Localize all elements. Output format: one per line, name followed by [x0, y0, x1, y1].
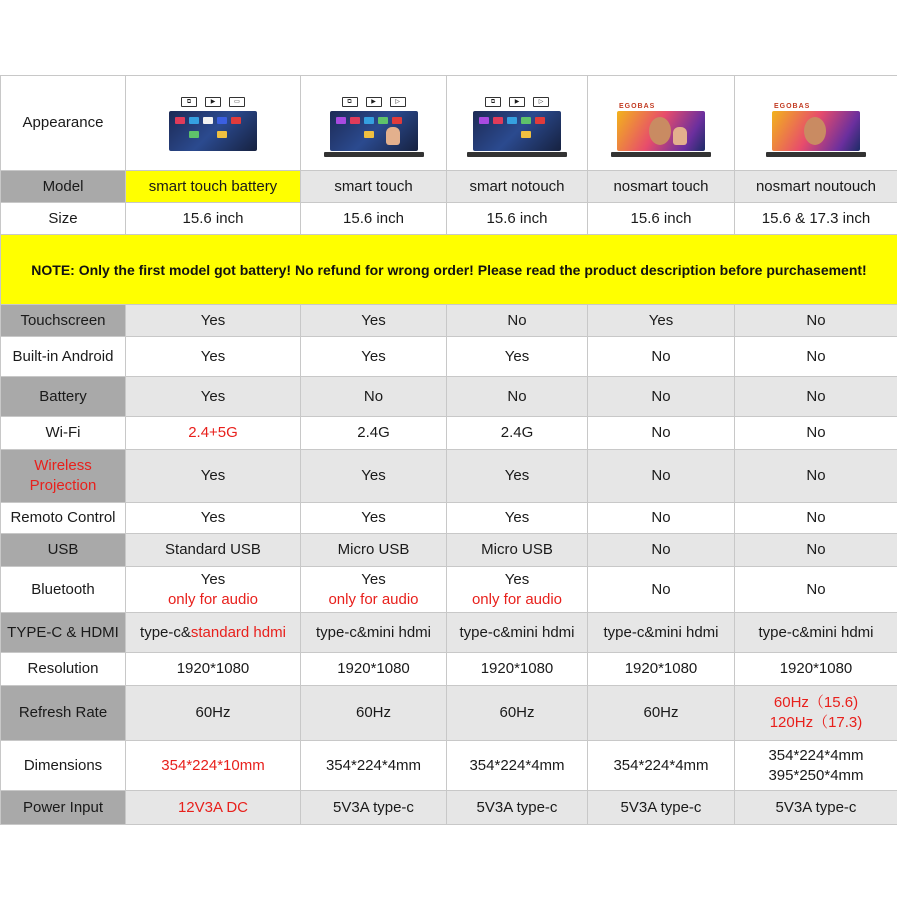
- typec-cell: type-c&mini hdmi: [735, 613, 897, 653]
- screen-image: [330, 111, 418, 151]
- dimensions-cell: 354*224*10mm: [126, 741, 301, 791]
- bluetooth-row: [1, 567, 897, 613]
- monitor-stand: [467, 152, 567, 157]
- refresh-cell: 60Hz: [588, 686, 735, 741]
- cast-icon: ⧉: [181, 97, 197, 107]
- refresh-line2: 120Hz（17.3): [769, 714, 863, 731]
- bluetooth-note: only for audio: [167, 590, 259, 608]
- typec-cell: type-c&mini hdmi: [447, 613, 588, 653]
- android-cell: Yes: [447, 337, 588, 377]
- screen-image: [772, 111, 860, 151]
- product-image-nosmart-noutouch: [766, 97, 866, 145]
- resolution-cell: 1920*1080: [126, 653, 301, 686]
- dimensions-cell: [735, 741, 897, 791]
- refresh-label: Refresh Rate: [1, 686, 126, 741]
- product-image-smart-touch: [324, 97, 424, 145]
- size-cell: 15.6 & 17.3 inch: [735, 203, 897, 235]
- android-row: [1, 337, 897, 377]
- android-cell: No: [588, 337, 735, 377]
- screen-image: [473, 111, 561, 151]
- wireless-cell: Yes: [126, 450, 301, 503]
- appearance-model-1: [126, 76, 301, 171]
- wireless-row: [1, 450, 897, 503]
- comparison-sheet: [0, 75, 897, 825]
- touchscreen-row: [1, 305, 897, 337]
- power-cell: 5V3A type-c: [447, 791, 588, 825]
- bluetooth-value: Yes: [200, 570, 226, 588]
- refresh-cell: 60Hz: [447, 686, 588, 741]
- wifi-label: Wi-Fi: [1, 417, 126, 450]
- bluetooth-cell: No: [588, 567, 735, 613]
- appearance-model-5: [735, 76, 897, 171]
- wifi-cell: 2.4G: [301, 417, 447, 450]
- battery-icon: ▭: [229, 97, 245, 107]
- typec-cell: type-c&mini hdmi: [588, 613, 735, 653]
- play-store-icon: ▷: [533, 97, 549, 107]
- bluetooth-cell: [126, 567, 301, 613]
- usb-row: [1, 534, 897, 567]
- remote-cell: Yes: [301, 503, 447, 534]
- battery-cell: No: [588, 377, 735, 417]
- model-row: [1, 171, 897, 203]
- android-label: Built-in Android: [1, 337, 126, 377]
- battery-cell: No: [447, 377, 588, 417]
- battery-cell: No: [301, 377, 447, 417]
- remote-cell: Yes: [126, 503, 301, 534]
- typec-label: TYPE-C & HDMI: [1, 613, 126, 653]
- monitor-stand: [611, 152, 711, 157]
- monitor-stand: [766, 152, 866, 157]
- battery-cell: Yes: [126, 377, 301, 417]
- resolution-row: [1, 653, 897, 686]
- dimensions-row: [1, 741, 897, 791]
- product-image-smart-touch-battery: [163, 97, 263, 145]
- model-cell: nosmart noutouch: [735, 171, 897, 203]
- note-banner: NOTE: Only the first model got battery! No refund for wrong order! Please read the product description before purchasement!: [1, 235, 897, 305]
- play-icon: ▶: [366, 97, 382, 107]
- model-cell: smart notouch: [447, 171, 588, 203]
- bluetooth-cell: [447, 567, 588, 613]
- typec-suffix: standard hdmi: [190, 623, 286, 641]
- size-cell: 15.6 inch: [126, 203, 301, 235]
- play-icon: ▶: [205, 97, 221, 107]
- typec-cell: type-c&mini hdmi: [301, 613, 447, 653]
- size-label: Size: [1, 203, 126, 235]
- touchscreen-label: Touchscreen: [1, 305, 126, 337]
- bluetooth-value: Yes: [504, 570, 530, 588]
- refresh-row: [1, 686, 897, 741]
- note-row: [1, 235, 897, 305]
- appearance-row: [1, 76, 897, 171]
- resolution-cell: 1920*1080: [447, 653, 588, 686]
- touchscreen-cell: Yes: [588, 305, 735, 337]
- model-cell: smart touch battery: [126, 171, 301, 203]
- refresh-cell: [735, 686, 897, 741]
- dimensions-cell: 354*224*4mm: [447, 741, 588, 791]
- dimensions-label: Dimensions: [1, 741, 126, 791]
- wifi-cell: 2.4G: [447, 417, 588, 450]
- usb-cell: Micro USB: [301, 534, 447, 567]
- bluetooth-label: Bluetooth: [1, 567, 126, 613]
- usb-cell: No: [588, 534, 735, 567]
- hand-image: [386, 127, 400, 145]
- play-icon: ▶: [509, 97, 525, 107]
- appearance-model-3: [447, 76, 588, 171]
- refresh-cell: 60Hz: [301, 686, 447, 741]
- usb-cell: Micro USB: [447, 534, 588, 567]
- remote-cell: No: [735, 503, 897, 534]
- play-store-icon: ▷: [390, 97, 406, 107]
- android-cell: No: [735, 337, 897, 377]
- power-cell: 5V3A type-c: [735, 791, 897, 825]
- remote-label: Remoto Control: [1, 503, 126, 534]
- bluetooth-note: only for audio: [328, 590, 419, 608]
- wifi-row: [1, 417, 897, 450]
- product-image-smart-notouch: [467, 97, 567, 145]
- appearance-model-2: [301, 76, 447, 171]
- android-cell: Yes: [301, 337, 447, 377]
- dimensions-line2: 395*250*4mm: [768, 766, 864, 784]
- cast-icon: ⧉: [342, 97, 358, 107]
- wifi-cell: 2.4+5G: [126, 417, 301, 450]
- monitor-stand: [324, 152, 424, 157]
- power-cell: 5V3A type-c: [301, 791, 447, 825]
- touchscreen-cell: Yes: [301, 305, 447, 337]
- usb-label: USB: [1, 534, 126, 567]
- usb-cell: Standard USB: [126, 534, 301, 567]
- appearance-label: Appearance: [1, 76, 126, 171]
- touchscreen-cell: Yes: [126, 305, 301, 337]
- typec-row: [1, 613, 897, 653]
- dimensions-line1: 354*224*4mm: [768, 746, 864, 764]
- wifi-cell: No: [735, 417, 897, 450]
- size-cell: 15.6 inch: [301, 203, 447, 235]
- wireless-label: [1, 450, 126, 503]
- hand-image: [673, 127, 687, 145]
- touchscreen-cell: No: [447, 305, 588, 337]
- resolution-cell: 1920*1080: [301, 653, 447, 686]
- resolution-label: Resolution: [1, 653, 126, 686]
- brand-logo: EGOBAS: [619, 103, 656, 110]
- model-cell: smart touch: [301, 171, 447, 203]
- wireless-cell: No: [735, 450, 897, 503]
- size-row: [1, 203, 897, 235]
- wireless-label-line2: Projection: [29, 477, 97, 494]
- battery-label: Battery: [1, 377, 126, 417]
- refresh-cell: 60Hz: [126, 686, 301, 741]
- typec-cell: [126, 613, 301, 653]
- power-row: [1, 791, 897, 825]
- dimensions-cell: 354*224*4mm: [301, 741, 447, 791]
- battery-cell: No: [735, 377, 897, 417]
- bluetooth-value: Yes: [361, 570, 386, 588]
- remote-cell: No: [588, 503, 735, 534]
- bluetooth-note: only for audio: [471, 590, 563, 608]
- size-cell: 15.6 inch: [447, 203, 588, 235]
- bluetooth-cell: No: [735, 567, 897, 613]
- touchscreen-cell: No: [735, 305, 897, 337]
- wireless-label-line1: Wireless: [34, 457, 92, 474]
- battery-row: [1, 377, 897, 417]
- resolution-cell: 1920*1080: [735, 653, 897, 686]
- wireless-cell: Yes: [301, 450, 447, 503]
- wireless-cell: No: [588, 450, 735, 503]
- refresh-line1: 60Hz（15.6): [773, 694, 859, 711]
- brand-logo: EGOBAS: [774, 103, 811, 110]
- wireless-cell: Yes: [447, 450, 588, 503]
- model-label: Model: [1, 171, 126, 203]
- resolution-cell: 1920*1080: [588, 653, 735, 686]
- power-cell: 5V3A type-c: [588, 791, 735, 825]
- screen-image: [617, 111, 705, 151]
- dimensions-cell: 354*224*4mm: [588, 741, 735, 791]
- product-image-nosmart-touch: [611, 97, 711, 145]
- wifi-cell: No: [588, 417, 735, 450]
- android-cell: Yes: [126, 337, 301, 377]
- cast-icon: ⧉: [485, 97, 501, 107]
- comparison-table: [0, 75, 897, 825]
- usb-cell: No: [735, 534, 897, 567]
- power-cell: 12V3A DC: [126, 791, 301, 825]
- size-cell: 15.6 inch: [588, 203, 735, 235]
- remote-row: [1, 503, 897, 534]
- model-cell: nosmart touch: [588, 171, 735, 203]
- appearance-model-4: [588, 76, 735, 171]
- screen-image: [169, 111, 257, 151]
- power-label: Power Input: [1, 791, 126, 825]
- remote-cell: Yes: [447, 503, 588, 534]
- typec-prefix: type-c&: [140, 623, 191, 641]
- bluetooth-cell: [301, 567, 447, 613]
